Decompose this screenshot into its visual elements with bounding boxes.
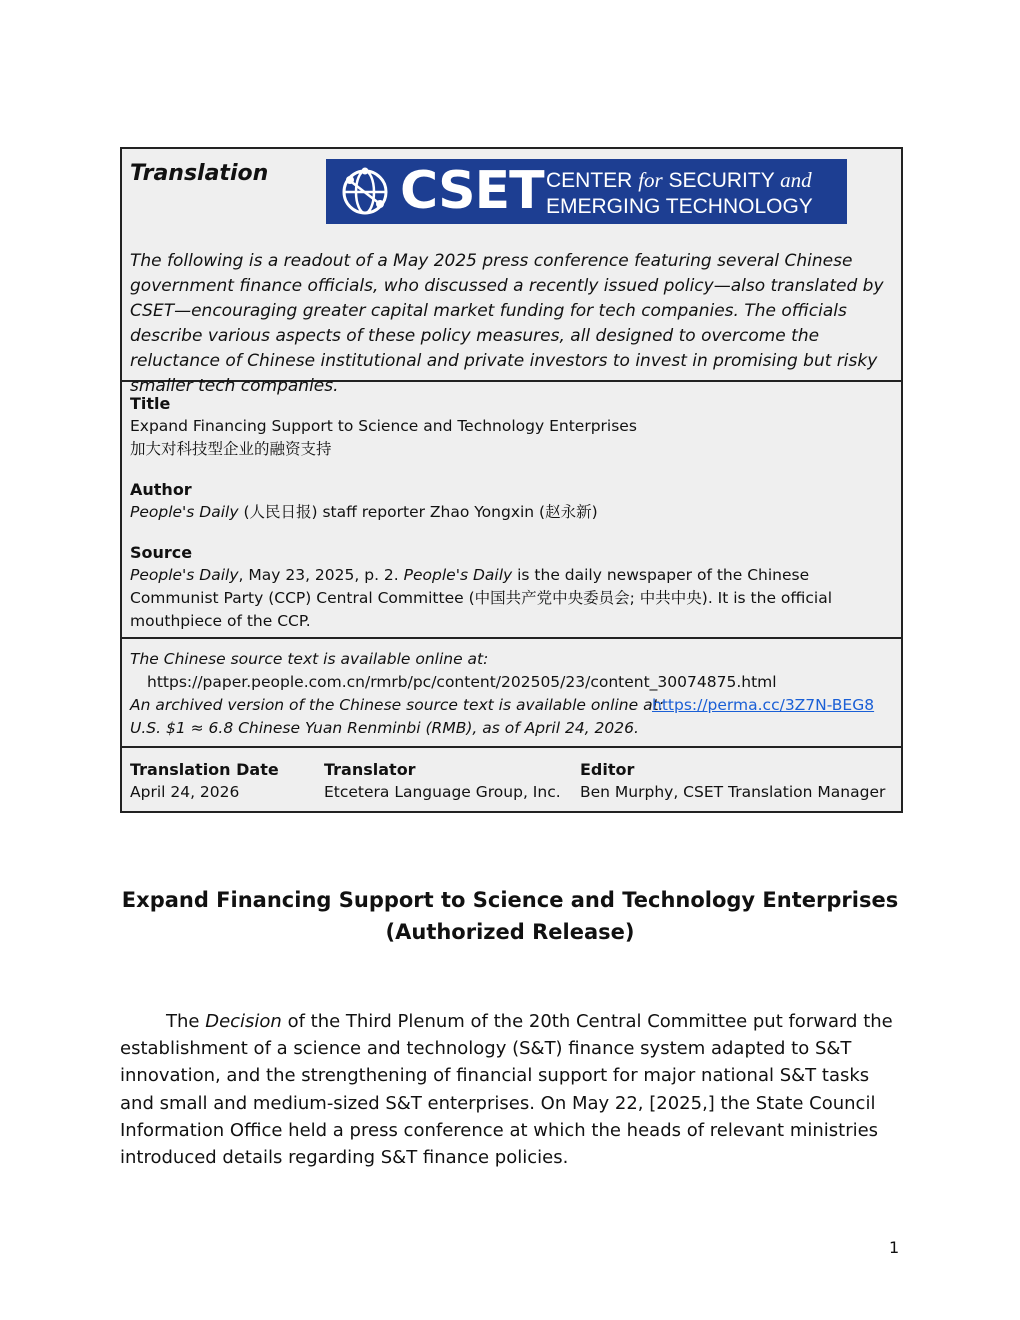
- intro-paragraph: The following is a readout of a May 2025 press conference featuring several Chinese government finance officials, who discussed a recently issued policy—also translated by CSET—encouraging greater capital market funding for tech companies. The officials describe various aspects of these policy measures, all designed to overcome the reluctance of Chinese institutional and private investors to invest in promising but risky smaller tech companies.: [130, 251, 884, 396]
- logo-line-2: EMERGING TECHNOLOGY: [546, 195, 813, 218]
- source-value: People's Daily, May 23, 2025, p. 2. People's Daily is the daily newspaper of the Chinese Communist Party (CCP) Central Committee (中国共产党中央委员会; 中共中央). It is the official mouthpiece of the CCP.: [130, 566, 833, 630]
- translator-label: Translator: [324, 760, 416, 779]
- archive-link[interactable]: https://perma.cc/3Z7N-BEG8: [652, 696, 875, 714]
- links-section: [122, 639, 901, 748]
- author-label: Author: [130, 480, 192, 499]
- metadata-box: [120, 147, 903, 813]
- article-title: Expand Financing Support to Science and Technology Enterprises (Authorized Release): [121, 888, 899, 944]
- source-url: https://paper.people.com.cn/rmrb/pc/content/202505/23/content_30074875.html: [147, 673, 777, 691]
- exchange-rate-note: U.S. $1 ≈ 6.8 Chinese Yuan Renminbi (RMB), as of April 24, 2026.: [130, 719, 639, 737]
- translator-value: Etcetera Language Group, Inc.: [324, 783, 561, 801]
- page-number: 1: [889, 1238, 900, 1257]
- cset-logo: [326, 159, 847, 224]
- editor-value: Ben Murphy, CSET Translation Manager: [580, 783, 886, 801]
- translation-date-value: April 24, 2026: [130, 783, 240, 801]
- globe-icon: [340, 167, 390, 217]
- logo-acronym: CSET: [400, 161, 544, 221]
- logo-line-1: CENTER for SECURITY and: [546, 168, 812, 192]
- intro-section: [122, 149, 901, 396]
- source-label: Source: [130, 543, 193, 562]
- title-chinese: 加大对科技型企业的融资支持: [130, 440, 332, 458]
- source-note: The Chinese source text is available online at:: [130, 650, 489, 668]
- article-paragraph: The Decision of the Third Plenum of the 20th Central Committee put forward the establishment of a science and technology (S&T) finance system adapted to S&T innovation, and the strengthening of financial support for major national S&T tasks and small and medium-sized S&T enterprises. On May 22, [2025,] the State Council Information Office held a press conference at which the heads of relevant ministries introduced details regarding S&T finance policies.: [120, 1011, 893, 1169]
- title-english: Expand Financing Support to Science and Technology Enterprises: [130, 417, 637, 435]
- details-section: [122, 382, 901, 639]
- archive-note: An archived version of the Chinese source text is available online at:: [130, 696, 664, 714]
- translation-date-label: Translation Date: [130, 760, 279, 779]
- author-value: People's Daily (人民日报) staff reporter Zhao Yongxin (赵永新): [130, 503, 598, 521]
- credits-section: [122, 748, 901, 811]
- title-label: Title: [130, 394, 171, 413]
- translation-heading: Translation: [130, 161, 269, 186]
- editor-label: Editor: [580, 760, 635, 779]
